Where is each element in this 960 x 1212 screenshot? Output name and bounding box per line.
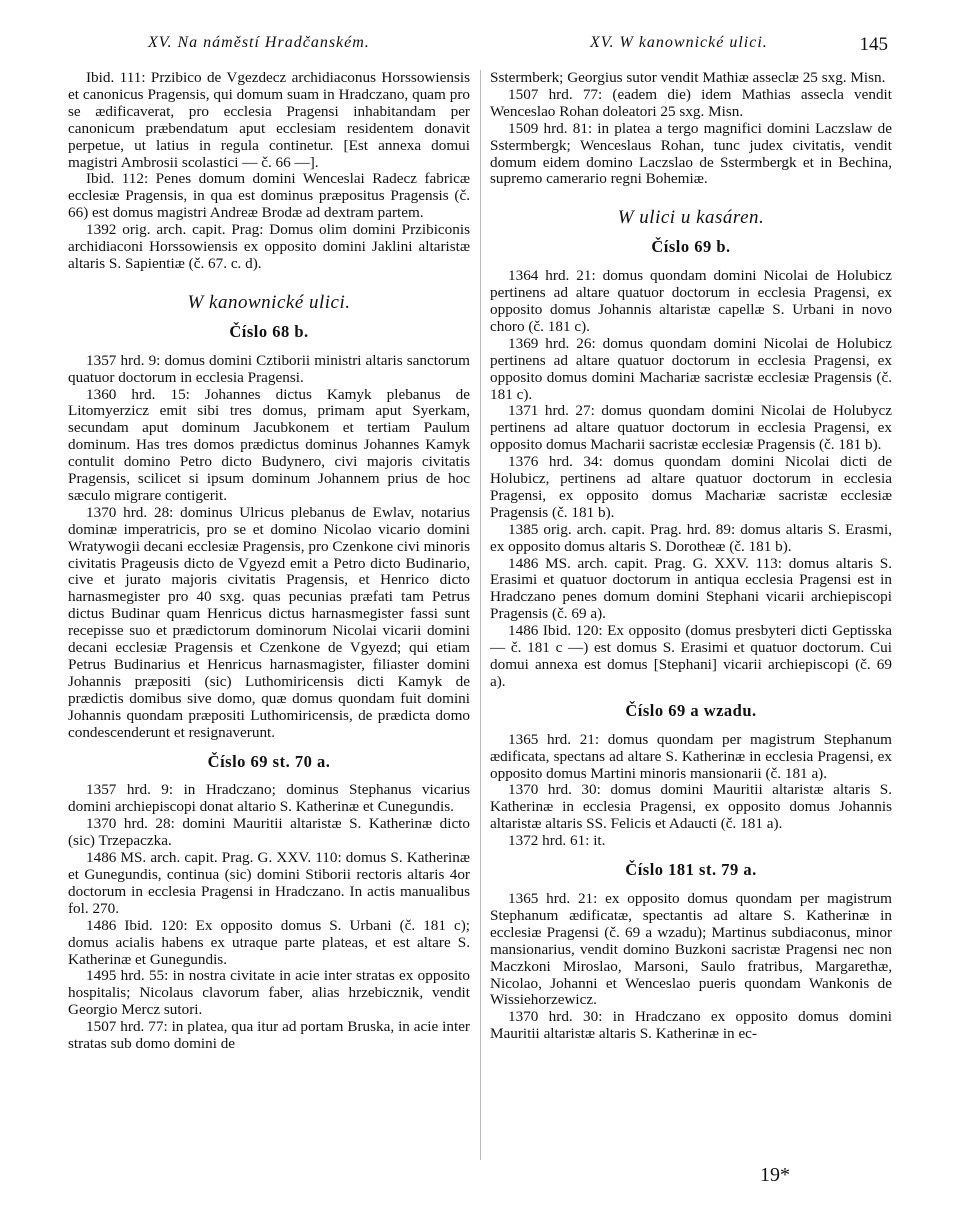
page-number: 145 bbox=[859, 34, 888, 55]
right-paragraph: 1370 hrd. 30: domus domini Mauritii altaristæ altaris S. Katherinæ in ecclesia Pragensi, ex opposito domus Johannis altaristæ altaris SS. Felicis et Adaucti (č. 181 a). bbox=[490, 781, 892, 833]
right-paragraph: 1365 hrd. 21: domus quondam per magistrum Stephanum ædificata, spectans ad altare S. Katherinæ in ecclesia Pragensi, ex opposito domus Martini minoris mansionarii (č. 181 a). bbox=[490, 730, 892, 782]
signature-mark: 19* bbox=[760, 1164, 790, 1186]
right-house-number-heading: Číslo 69 b. bbox=[651, 237, 731, 257]
right-paragraph: 1364 hrd. 21: domus quondam domini Nicolai de Holubicz pertinens ad altare quatuor doctorum in ecclesia Pragensi, ex opposito domus Johannis altaristæ capellæ S. Urbani in novo choro (č. 181 c). bbox=[490, 267, 892, 335]
left-paragraph: 1357 hrd. 9: domus domini Cztiborii ministri altaris sanctorum quatuor doctorum in ecclesia Pragensi. bbox=[68, 351, 470, 386]
left-house-number-heading: Číslo 69 st. 70 a. bbox=[207, 751, 331, 771]
left-paragraph: 1360 hrd. 15: Johannes dictus Kamyk plebanus de Litomyerzicz emit sibi tres domus, primam aput Syerkam, secundam aput dominum Jacubkonem et tertiam Paulum dominum. Has tres domos prædictus dominus Johannes Kamyk contulit domino Petro dicto Budynero, civi majoris civitatis Pragensis, scilicet si ipsum dominum Johannem prius de hoc sæculo migrare contigerit. bbox=[68, 385, 470, 504]
left-section-heading: W kanownické ulici. bbox=[187, 291, 351, 313]
left-paragraph: 1486 Ibid. 120: Ex opposito domus S. Urbani (č. 181 c); domus acialis habens ex utraque parte plateas, et est altare S. Katherinæ et Gunegundis. bbox=[68, 916, 470, 968]
left-paragraph: Ibid. 111: Przibico de Vgezdecz archidiaconus Horssowiensis et canonicus Pragensis, qui domum suam in Hradczano, quam pro se ædificaverat, pro ecclesia Pragensi inhabitandam per canonicum præbendatum aput ecclesiam residentem donavit perpetue, ut latius in regula continetur. [Est annexa domui magistri Ambrosii scolastici — č. 66 —]. bbox=[68, 69, 470, 171]
right-house-number-heading: Číslo 181 st. 79 a. bbox=[625, 860, 757, 880]
running-head-left: XV. Na náměstí Hradčanském. bbox=[148, 34, 370, 51]
right-section-heading: W ulici u kasáren. bbox=[617, 207, 765, 229]
right-paragraph: Sstermberk; Georgius sutor vendit Mathiæ asseclæ 25 sxg. Misn. bbox=[490, 69, 886, 86]
right-paragraph: 1370 hrd. 30: in Hradczano ex opposito domus domini Mauritii altaristæ altaris S. Katherinæ in ec- bbox=[490, 1008, 892, 1043]
right-paragraph: 1385 orig. arch. capit. Prag. hrd. 89: domus altaris S. Erasmi, ex opposito domus altaris S. Dorotheæ (č. 181 b). bbox=[490, 520, 892, 555]
right-house-number-heading: Číslo 69 a wzadu. bbox=[625, 700, 757, 720]
left-paragraph: 1392 orig. arch. capit. Prag: Domus olim domini Przibiconis archidiaconi Horssowiensis ex opposito domini Jaklini altaristæ altaris S. Sapientiæ (č. 67. c. d). bbox=[68, 221, 470, 272]
left-paragraph: 1486 MS. arch. capit. Prag. G. XXV. 110: domus S. Katherinæ et Gunegundis, continua (sic) domini Stiborii rectoris altaris 4or doctorum in ecclesia Pragensi in Hradczano. In actis manualibus fol. 270. bbox=[68, 849, 470, 917]
right-paragraph: 1507 hrd. 77: (eadem die) idem Mathias assecla vendit Wenceslao Rohan doleatori 25 sxg. Misn. bbox=[490, 85, 892, 120]
left-column bbox=[68, 70, 470, 1053]
left-paragraph: 1370 hrd. 28: domini Mauritii altaristæ S. Katherinæ dicto (sic) Trzepaczka. bbox=[68, 815, 470, 850]
left-paragraph: 1495 hrd. 55: in nostra civitate in acie inter stratas ex opposito hospitalis; Nicolaus clavorum faber, alias hrzebicznik, vendit Georgio Mercz sutori. bbox=[68, 967, 470, 1019]
right-paragraph: 1372 hrd. 61: it. bbox=[508, 832, 606, 850]
right-paragraph: 1486 Ibid. 120: Ex opposito (domus presbyteri dicti Geptisska — č. 181 c —) est domus S. Erasimi et quatuor doctorum. Cui domui annexa est domus [Stephani] vicarii archiepiscopi (č. 69 a). bbox=[490, 622, 892, 690]
right-paragraph: 1369 hrd. 26: domus quondam domini Nicolai de Holubicz pertinens ad altare quatuor doctorum in ecclesia Pragensi, ex opposito domus domini Machariæ sacristæ ecclesiæ Pragensis (č. 181 c). bbox=[490, 334, 892, 403]
right-paragraph: 1376 hrd. 34: domus quondam domini Nicolai dicti de Holubicz, pertinens ad altare quatuor doctorum in ecclesia Pragensi, ex opposito domus Machariæ sacristæ ecclesiæ Pragensis (č. 181 b). bbox=[490, 453, 892, 521]
left-paragraph: Ibid. 112: Penes domum domini Wenceslai Radecz fabricæ ecclesiæ Pragensis, in qua est dominus præpositus Pragensis (č. 66) est domus magistri Andreæ Brodæ ad dextram partem. bbox=[68, 170, 470, 222]
right-column bbox=[490, 70, 892, 1043]
column-divider bbox=[480, 70, 481, 1160]
left-house-number-heading: Číslo 68 b. bbox=[229, 321, 309, 341]
left-paragraph: 1357 hrd. 9: in Hradczano; dominus Stephanus vicarius domini archiepiscopi donat altario S. Katherinæ et Cunegundis. bbox=[68, 781, 470, 816]
running-head-right: XV. W kanownické ulici. bbox=[590, 34, 768, 51]
right-paragraph: 1371 hrd. 27: domus quondam domini Nicolai de Holubycz pertinens ad altare quatuor doctorum in ecclesia Pragensi, ex opposito domus Macharii sacristæ ecclesiæ Pragensis (č. 181 b). bbox=[490, 402, 892, 454]
left-paragraph: 1507 hrd. 77: in platea, qua itur ad portam Bruska, in acie inter stratas sub domo domini de bbox=[68, 1018, 470, 1053]
right-paragraph: 1509 hrd. 81: in platea a tergo magnifici domini Laczslaw de Sstermbergk; Wenceslaus Rohan, tunc judex civitatis, vendit domum eidem domino Laczslao de Sstermbergk et in Bechina, supremo camerario regni Bohemiæ. bbox=[490, 119, 892, 188]
right-paragraph: 1365 hrd. 21: ex opposito domus quondam per magistrum Stephanum ædificatæ, spectantis ad altare S. Katherinæ in ecclesiæ Pragensi (č. 69 a wzadu); Martinus subdiaconus, minor mansionarius, vendit domino Buzkoni sacristæ Pragensi nec non Maczkoni Miroslao, Marsoni, Saulo fratribus, Margarethæ, Nicolao, Johanni et Wenceslao pueris quondam Wankonis de Wissiehorzewicz. bbox=[490, 889, 892, 1009]
right-paragraph: 1486 MS. arch. capit. Prag. G. XXV. 113: domus altaris S. Erasimi et quatuor doctorum in antiqua ecclesia Pragensi est in Hradczano penes domum domini Stephani vicarii archiepiscopi Pragensis (č. 69 a). bbox=[490, 554, 892, 623]
left-paragraph: 1370 hrd. 28: dominus Ulricus plebanus de Ewlav, notarius dominæ imperatricis, pro se et domino Nicolao vicario domini Wratywogii decani ecclesiæ Pragensis, pro Czenkone civi minoris civitatis Prageusis dicto de Vgyezd emit a Petro dicto Budinario, cive et jurato majoris civitatis Pragensis, et Henrico dicto harnasmegister pro 40 sxg. quas pecunias præfati tam Petrus dictus Budinar quam Henricus dictus harnasmegister fassi sunt recepisse suo et prædictorum dominorum Nicolai vicarii domini decani ecclesiæ Pragensis et Czenkone de Vgyezd; qui etiam Petrus Budinarius et Henricus harnasmagister, filiaster domini Johannis præpositi (sic) Luthomiricensis dicti Kamyk de prædictis domibus sive domo, quæ domus quondam fuit domini Johannis quondam præpositi Luthomiricensis, de prædicta domo condescenderunt et resignaverunt. bbox=[68, 503, 470, 741]
